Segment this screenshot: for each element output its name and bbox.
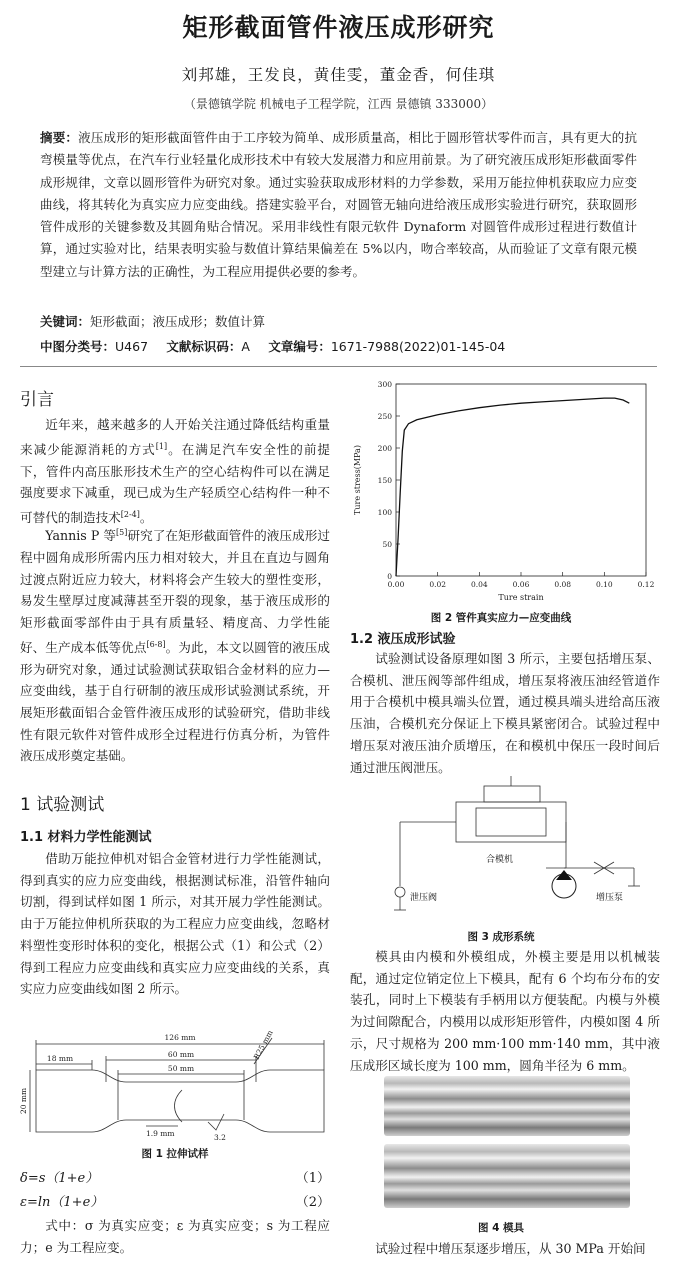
equation-1-number: （1） <box>295 1171 330 1186</box>
intro-p2a-text: Yannis P 等 <box>45 528 117 544</box>
y-tick-label: 250 <box>377 412 392 421</box>
figure-4-caption: 图 4 模具 <box>477 1222 525 1234</box>
citation: [6-8] <box>146 639 166 649</box>
dim-gauge: 50 mm <box>167 1064 195 1073</box>
x-tick-label: 0.00 <box>387 580 405 589</box>
y-tick-label: 300 <box>377 380 392 389</box>
abstract-text: 液压成形的矩形截面管件由于工序较为简单、成形质量高，相比于圆形管状零件而言，具有更大的抗弯模量等优点，在汽车行业轻量化成形技术中有较大发展潜力和应用前景。为了研究液压成形矩形截面零件成形规律，文章以圆形管件为研究对象。通过实验获取成形材料的力学参数，采用万能拉伸机获取应力应变曲线，将其转化为真实应力应变曲线。搭建实验平台，对圆管无轴向进给液压成形实验进行研究，获取圆形管件成形的关键参数及其圆角贴合情况。采用非线性有限元软件 Dynaform 对圆管件成形过程进行数值计算，通过实验对比，结果表明实验与数值计算结果偏差在 5%以内，吻合率较高，从而验证了文章有限元模型建立与计算方法的正确性，为工程应用提供必要的参考。 <box>40 130 637 279</box>
figure-3-caption: 图 3 成形系统 <box>467 931 535 943</box>
keywords-label: 关键词： <box>40 314 91 329</box>
equation-2 <box>20 1191 330 1211</box>
lower-mold-image <box>384 1144 630 1208</box>
paper-title: 矩形截面管件液压成形研究 <box>182 13 495 42</box>
citation: [1] <box>155 441 168 451</box>
doc-label: 文献标识码： <box>166 339 242 354</box>
x-tick-label: 0.02 <box>429 580 447 589</box>
x-tick-label: 0.06 <box>512 580 530 589</box>
tensile-specimen-figure <box>19 1028 330 1142</box>
author-list: 刘邦雄，王发良，黄佳雯，董金香，何佳琪 <box>181 66 496 84</box>
y-tick-label: 200 <box>377 444 392 453</box>
dim-thickness: 1.9 mm <box>146 1129 175 1138</box>
clc-value: U467 <box>115 339 149 354</box>
figure-2-caption: 图 2 管件真实应力—应变曲线 <box>430 612 572 624</box>
x-tick-label: 0.10 <box>595 580 613 589</box>
x-axis-label: Ture strain <box>498 593 544 602</box>
intro-heading: 引言 <box>20 390 54 410</box>
keywords <box>40 312 637 330</box>
section-1-2-paragraph-1: 试验测试设备原理如图 3 所示，主要包括增压泵、合模机、泄压阀等部件组成，增压泵将液压油经管道作用于合模机中模具端头位置，通过模具端头进给高压液压油，合模机充分保证上下模具紧密闭合。试验过程中增压泵对液压油介质增压，在和模机中保压一段时间后通过泄压阀泄压。 <box>350 651 660 775</box>
classification-line <box>40 337 637 355</box>
intro-paragraph-1 <box>20 414 330 529</box>
section-1-1-paragraph: 借助万能拉伸机对铝合金管材进行力学性能测试，得到真实的应力应变曲线，根据测试标准，沿管件轴向切割，得到试样如图 1 所示，对其开展力学性能测试。由于万能拉伸机所获取的为工程应力应变曲线，忽略材料塑性变形时体积的变化，根据公式（1）和公式（2）得到工程应力应变曲线和真实应力应变曲线的关系，真实应力应变曲线如图 2 所示。 <box>20 851 330 997</box>
clc-label: 中图分类号： <box>40 339 116 354</box>
intro-p1c-text: 。 <box>139 510 153 526</box>
equation-1-text: δ=s（1+e） <box>20 1171 99 1186</box>
article-label: 文章编号： <box>268 339 331 354</box>
y-tick-label: 100 <box>377 508 392 517</box>
header-divider <box>20 366 657 367</box>
x-tick-label: 0.12 <box>637 580 655 589</box>
intro-paragraph-2 <box>20 522 330 767</box>
y-axis-label: Ture stress(MPa) <box>353 445 362 515</box>
surface-roughness: 3.2 <box>214 1133 226 1142</box>
intro-p2b-text: 研究了在矩形截面管件的液压成形过程中圆角成形所需内压力相对较大，并且在直边与圆角过渡点附近应力较大，材料将会产生较大的塑性变形，易发生壁厚过度减薄甚至开裂的现象，基于液压成形的矩形截面零部件由于具有质量轻、精度高、力学性能好、生产成本低等优点 <box>20 528 330 655</box>
section-1-heading: 1 试验测试 <box>20 795 105 815</box>
stress-strain-chart <box>346 378 656 606</box>
abstract-label: 摘要： <box>40 130 79 145</box>
intro-p1-text: 近年来，越来越多的人开始关注通过降低结构重量来减少能源消耗的方式 <box>20 417 330 457</box>
citation: [2-4] <box>120 510 140 519</box>
pump-label: 增压泵 <box>596 893 624 903</box>
intro-p1b-text: 。在满足汽车安全性的前提下，管件内高压胀形技术生产的空心结构件可以在满足强度要求下减重，现已成为生产轻质空心结构件一种不可替代的制造技术 <box>20 441 331 526</box>
figure-1-caption: 图 1 拉伸试样 <box>141 1148 209 1160</box>
plot-frame <box>396 384 646 576</box>
section-1-1-heading: 1.1 材料力学性能测试 <box>20 830 152 845</box>
press-label: 合模机 <box>486 855 514 865</box>
y-tick-label: 0 <box>387 572 392 581</box>
mold-photo <box>384 1072 630 1212</box>
forming-system-diagram <box>386 776 646 924</box>
upper-mold-image <box>384 1076 630 1136</box>
valve-label: 泄压阀 <box>410 893 438 903</box>
intro-p2c-text: 。为此，本文以圆管的液压成形为研究对象，通过试验测试获取铝合金材料的应力—应变曲线，基于自行研制的液压成形试验测试系统，开展矩形截面铝合金管件液压成形的试验研究，借助非线性有限元软件对管件成形全过程进行仿真分析，为管件液压成形奠定基础。 <box>20 639 331 764</box>
equation-notes: 式中：σ 为真实应变；ε 为真实应变；s 为工程应力；e 为工程应变。 <box>20 1218 330 1255</box>
dim-height: 20 mm <box>19 1087 28 1114</box>
equation-2-number: （2） <box>295 1195 330 1210</box>
dim-end: 18 mm <box>46 1054 74 1063</box>
abstract <box>40 127 637 283</box>
doc-value: A <box>241 339 250 354</box>
dim-radius: R25 mm <box>251 1028 275 1061</box>
x-tick-label: 0.08 <box>554 580 572 589</box>
equation-2-text: ε=ln（1+e） <box>20 1195 104 1210</box>
x-tick-label: 0.04 <box>470 580 488 589</box>
keywords-text: 矩形截面；液压成形；数值计算 <box>90 314 266 329</box>
y-tick-label: 150 <box>377 476 392 485</box>
article-value: 1671-7988(2022)01-145-04 <box>330 339 506 354</box>
stress-strain-series <box>396 398 629 576</box>
section-1-2-heading: 1.2 液压成形试验 <box>350 632 456 647</box>
dim-total: 126 mm <box>164 1033 196 1042</box>
section-1-2-paragraph-2: 模具由内模和外模组成，外模主要是用以机械装配，通过定位销定位上下模具，配有 6 个均布分布的安装孔，同时上下模装有手柄用以方便装配。内模与外模为过间隙配合，内模用以成形矩形管件，内模如图 4 所示，尺寸规格为 200 mm·100 mm·140 mm，其中液压成形区域长度为 100 mm，圆角半径为 6 mm。 <box>350 949 660 1073</box>
affiliation: （景德镇学院 机械电子工程学院，江西 景德镇 333000） <box>183 97 494 111</box>
equation-1 <box>20 1167 330 1187</box>
y-tick-label: 50 <box>382 540 392 549</box>
dim-mid: 60 mm <box>167 1050 195 1059</box>
citation: [5] <box>116 528 128 537</box>
section-1-2-paragraph-3: 试验过程中增压泵逐步增压，从 30 MPa 开始间 <box>375 1241 646 1256</box>
